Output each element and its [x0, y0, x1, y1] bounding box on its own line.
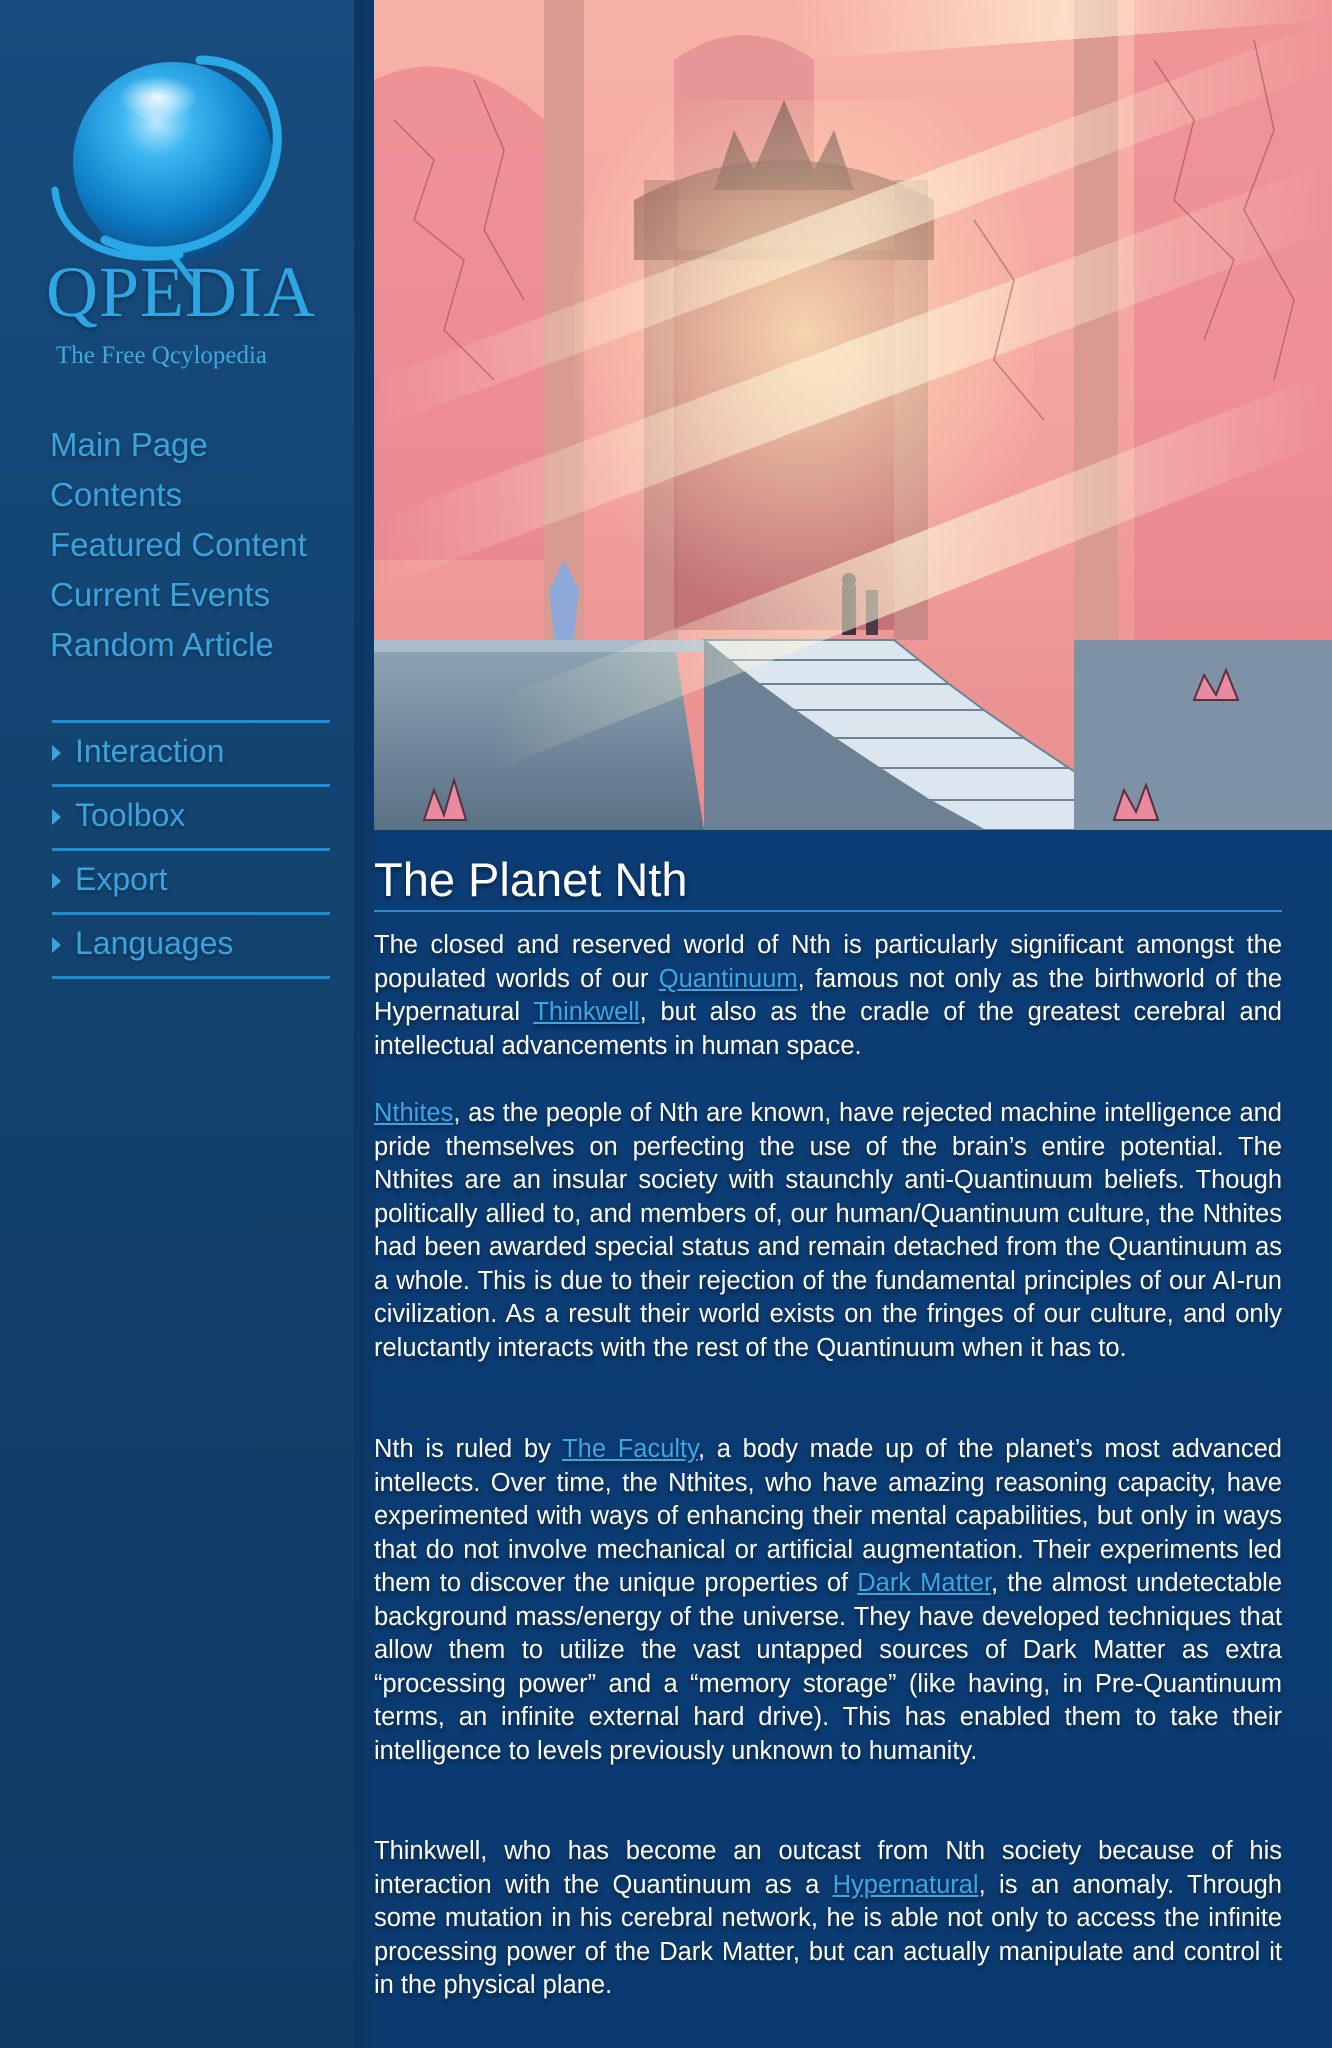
article-paragraph-1	[374, 929, 1282, 1063]
nav-main-page[interactable]: Main Page	[50, 426, 208, 463]
expand-arrow-icon	[52, 809, 61, 825]
link-nthites[interactable]: Nthites	[374, 1099, 454, 1127]
link-hypernatural[interactable]: Hypernatural	[832, 1870, 979, 1899]
sidebar-sections	[52, 720, 330, 979]
text-run: Thinkwell, who has become an outcast from Nth society because of his interaction with the Quantinuum as a	[374, 1837, 1282, 1899]
link-dark-matter[interactable]: Dark Matter	[857, 1569, 992, 1597]
section-interaction[interactable]	[52, 720, 330, 784]
article-paragraph-4	[374, 1835, 1282, 2003]
section-label: Languages	[75, 925, 234, 961]
expand-arrow-icon	[52, 937, 61, 953]
section-toolbox[interactable]	[52, 784, 330, 848]
sidebar	[0, 0, 354, 2048]
nav-featured-content[interactable]: Featured Content	[50, 526, 307, 563]
expand-arrow-icon	[52, 745, 61, 761]
expand-arrow-icon	[52, 873, 61, 889]
text-run: , as the people of Nth are known, have rejected machine intelligence and pride themselves on perfecting the use of the brain’s entire potential. The Nthites are an insular society with staunchly anti-Quantinuum beliefs. Though politically allied to, and members of, our human/Quantinuum culture, the Nthites had been awarded special status and remain detached from the Quantinuum as a whole. This is due to their rejection of the fundamental principles of our AI-run civilization. As a result their world exists on the fringes of our culture, and only reluctantly interacts with the rest of the Quantinuum when it has to.	[374, 1099, 1282, 1362]
text-run: Nth is ruled by	[374, 1435, 563, 1463]
link-quantinuum[interactable]: Quantinuum	[658, 964, 798, 993]
text-run: , the almost undetectable background mass/energy of the universe. They have developed techniques that allow them to utilize the vast untapped sources of Dark Matter as extra “processing power” and a “memory storage” (like having, in Pre-Quantinuum terms, an infinite external hard drive). This has enabled them to take their intelligence to levels previously unknown to humanity.	[374, 1569, 1283, 1765]
text-run: The closed and reserved world of Nth is particularly significant amongst the populated worlds of our	[374, 931, 1282, 993]
section-languages[interactable]	[52, 912, 330, 979]
section-label: Toolbox	[75, 797, 186, 833]
article-paragraph-2	[374, 1097, 1282, 1365]
nav-current-events[interactable]: Current Events	[50, 576, 271, 613]
hero-illustration	[374, 0, 1332, 830]
sidebar-divider	[354, 0, 374, 2048]
text-run: , a body made up of the planet’s most advanced intellects. Over time, the Nthites, who have amazing reasoning capacity, have experimented with ways of enhancing their mental capabilities, but only in ways that do not involve mechanical or artificial augmentation. Their experiments led them to discover the unique properties of	[374, 1435, 1282, 1597]
text-run: , famous not only as the birthworld of the Hypernatural	[374, 964, 1283, 1026]
section-export[interactable]	[52, 848, 330, 912]
article-paragraph-3	[374, 1433, 1282, 1768]
article-title: The Planet Nth	[374, 853, 688, 906]
logo-tagline: The Free Qcylopedia	[56, 342, 268, 369]
text-run: , is an anomaly. Through some mutation in his cerebral network, he is able not only to access the infinite processing power of the Dark Matter, but can actually manipulate and control it in the physical plane.	[374, 1870, 1282, 1999]
section-label: Export	[75, 861, 168, 897]
title-divider	[374, 910, 1282, 912]
nav-contents[interactable]: Contents	[50, 476, 183, 513]
link-the-faculty[interactable]: The Faculty	[562, 1435, 698, 1463]
logo-title: QPEDIA	[46, 252, 316, 332]
text-run: , but also as the cradle of the greatest cerebral and intellectual advancements in human space.	[374, 998, 1282, 1060]
section-label: Interaction	[75, 733, 225, 769]
link-thinkwell[interactable]: Thinkwell	[533, 998, 640, 1026]
main-navigation	[50, 420, 307, 670]
nav-random-article[interactable]: Random Article	[50, 626, 274, 663]
